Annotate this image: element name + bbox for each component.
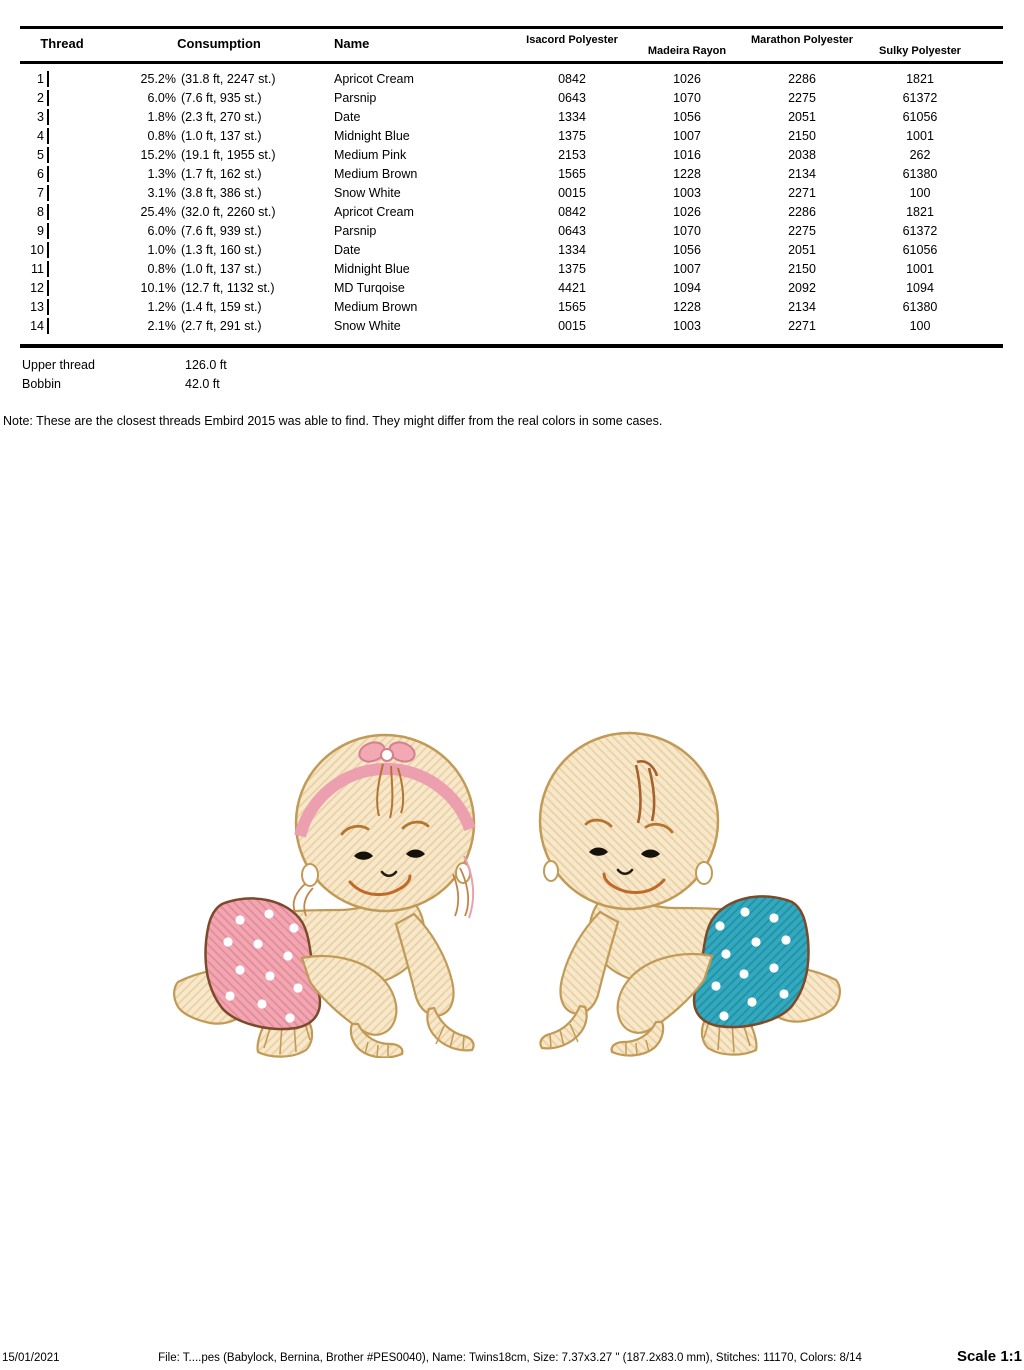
sulky-code: 100 bbox=[909, 319, 931, 333]
madeira-code: 1003 bbox=[673, 186, 701, 200]
isacord-code: 0015 bbox=[558, 186, 586, 200]
thread-name: Date bbox=[334, 110, 361, 124]
thread-number: 4 bbox=[37, 129, 44, 143]
isacord-code: 4421 bbox=[558, 281, 586, 295]
consumption-detail: (31.8 ft, 2247 st.) bbox=[181, 72, 276, 86]
thread-swatch-cell bbox=[46, 89, 104, 108]
thread-row bbox=[20, 165, 1003, 184]
madeira-code: 1228 bbox=[673, 300, 701, 314]
consumption-percent: 1.2% bbox=[147, 300, 176, 314]
thread-row bbox=[20, 241, 1003, 260]
thread-number: 9 bbox=[37, 224, 44, 238]
marathon-code: 2092 bbox=[788, 281, 816, 295]
consumption-detail: (19.1 ft, 1955 st.) bbox=[181, 148, 276, 162]
header-sulky: Sulky Polyester bbox=[879, 45, 961, 57]
isacord-code: 1334 bbox=[558, 110, 586, 124]
sulky-code: 61372 bbox=[902, 224, 938, 238]
sulky-code: 61056 bbox=[902, 243, 938, 257]
isacord-code: 1565 bbox=[558, 167, 586, 181]
madeira-code: 1007 bbox=[673, 129, 701, 143]
header-madeira: Madeira Rayon bbox=[647, 45, 727, 57]
thread-consumption bbox=[104, 108, 334, 127]
marathon-code: 2275 bbox=[788, 224, 816, 238]
thread-number: 3 bbox=[37, 110, 44, 124]
marathon-code: 2150 bbox=[788, 129, 816, 143]
marathon-code: 2286 bbox=[788, 72, 816, 86]
scale-label: Scale 1:1 bbox=[956, 1348, 1022, 1365]
consumption-percent: 1.8% bbox=[147, 110, 176, 124]
thread-swatch-cell bbox=[46, 279, 104, 298]
consumption-detail: (1.0 ft, 137 st.) bbox=[181, 129, 262, 143]
thread-name: Midnight Blue bbox=[334, 129, 410, 143]
thread-number: 12 bbox=[30, 281, 44, 295]
consumption-detail: (12.7 ft, 1132 st.) bbox=[181, 281, 275, 295]
thread-consumption bbox=[104, 165, 334, 184]
isacord-code: 1334 bbox=[558, 243, 586, 257]
thread-number: 10 bbox=[30, 243, 44, 257]
baby-girl-graphic bbox=[174, 735, 474, 1057]
thread-consumption bbox=[104, 127, 334, 146]
thread-row bbox=[20, 146, 1003, 165]
consumption-percent: 0.8% bbox=[147, 262, 176, 276]
thread-swatch-cell bbox=[46, 70, 104, 89]
marathon-code: 2051 bbox=[788, 243, 816, 257]
thread-row bbox=[20, 127, 1003, 146]
marathon-code: 2271 bbox=[788, 319, 816, 333]
thread-swatch-cell bbox=[46, 184, 104, 203]
thread-row bbox=[20, 70, 1003, 89]
thread-number: 6 bbox=[37, 167, 44, 181]
thread-number: 5 bbox=[37, 148, 44, 162]
madeira-code: 1094 bbox=[673, 281, 701, 295]
isacord-code: 1565 bbox=[558, 300, 586, 314]
consumption-detail: (32.0 ft, 2260 st.) bbox=[181, 205, 276, 219]
marathon-code: 2271 bbox=[788, 186, 816, 200]
isacord-code: 0842 bbox=[558, 205, 586, 219]
thread-number: 11 bbox=[31, 262, 44, 276]
marathon-code: 2275 bbox=[788, 91, 816, 105]
marathon-code: 2150 bbox=[788, 262, 816, 276]
thread-consumption bbox=[104, 279, 334, 298]
thread-name: MD Turqoise bbox=[334, 281, 405, 295]
thread-name: Parsnip bbox=[334, 224, 377, 238]
consumption-percent: 1.0% bbox=[147, 243, 176, 257]
isacord-code: 1375 bbox=[558, 129, 586, 143]
thread-name: Midnight Blue bbox=[334, 262, 410, 276]
thread-consumption bbox=[104, 203, 334, 222]
madeira-code: 1228 bbox=[673, 167, 701, 181]
madeira-code: 1056 bbox=[673, 110, 701, 124]
thread-swatch-cell bbox=[46, 260, 104, 279]
consumption-percent: 6.0% bbox=[147, 224, 176, 238]
thread-row bbox=[20, 260, 1003, 279]
thread-swatch-cell bbox=[46, 127, 104, 146]
thread-color-swatch bbox=[47, 242, 49, 258]
consumption-percent: 2.1% bbox=[147, 319, 176, 333]
consumption-percent: 25.2% bbox=[140, 72, 176, 86]
thread-row bbox=[20, 203, 1003, 222]
bobbin-label: Bobbin bbox=[22, 377, 61, 391]
madeira-code: 1070 bbox=[673, 224, 701, 238]
thread-color-swatch bbox=[47, 71, 49, 87]
consumption-detail: (1.0 ft, 137 st.) bbox=[181, 262, 262, 276]
thread-consumption bbox=[104, 260, 334, 279]
thread-color-swatch bbox=[47, 90, 49, 106]
thread-color-swatch bbox=[47, 318, 49, 334]
consumption-percent: 6.0% bbox=[147, 91, 176, 105]
baby-boy-graphic bbox=[540, 733, 840, 1055]
thread-row bbox=[20, 108, 1003, 127]
thread-consumption bbox=[104, 70, 334, 89]
consumption-detail: (2.3 ft, 270 st.) bbox=[181, 110, 262, 124]
thread-name: Medium Pink bbox=[334, 148, 407, 162]
isacord-code: 0643 bbox=[558, 91, 586, 105]
madeira-code: 1007 bbox=[673, 262, 701, 276]
thread-name: Parsnip bbox=[334, 91, 377, 105]
header-consumption: Consumption bbox=[177, 36, 261, 51]
madeira-code: 1003 bbox=[673, 319, 701, 333]
thread-table-body bbox=[20, 64, 1003, 344]
thread-color-swatch bbox=[47, 204, 49, 220]
isacord-code: 0643 bbox=[558, 224, 586, 238]
thread-swatch-cell bbox=[46, 203, 104, 222]
madeira-code: 1056 bbox=[673, 243, 701, 257]
table-header bbox=[20, 29, 1003, 61]
file-info: File: T....pes (Babylock, Bernina, Brother #PES0040), Name: Twins18cm, Size: 7.37x3.27 " (187.2x83.0 mm), Stitches: 11170, Colors: 8/14 bbox=[158, 1352, 862, 1364]
consumption-percent: 10.1% bbox=[140, 281, 176, 295]
bobbin-value: 42.0 ft bbox=[185, 377, 220, 391]
consumption-percent: 0.8% bbox=[147, 129, 176, 143]
marathon-code: 2134 bbox=[788, 300, 816, 314]
consumption-detail: (1.4 ft, 159 st.) bbox=[181, 300, 262, 314]
sulky-code: 100 bbox=[909, 186, 931, 200]
thread-row bbox=[20, 317, 1003, 336]
thread-color-swatch bbox=[47, 280, 49, 296]
consumption-percent: 3.1% bbox=[147, 186, 176, 200]
threads-note: Note: These are the closest threads Embird 2015 was able to find. They might differ from the real colors in some cases. bbox=[3, 414, 663, 428]
thread-number: 8 bbox=[37, 205, 44, 219]
isacord-code: 2153 bbox=[558, 148, 586, 162]
sulky-code: 1094 bbox=[906, 281, 934, 295]
consumption-detail: (1.3 ft, 160 st.) bbox=[181, 243, 262, 257]
thread-swatch-cell bbox=[46, 222, 104, 241]
consumption-detail: (3.8 ft, 386 st.) bbox=[181, 186, 262, 200]
thread-color-swatch bbox=[47, 109, 49, 125]
consumption-percent: 1.3% bbox=[147, 167, 176, 181]
thread-consumption bbox=[104, 222, 334, 241]
thread-color-swatch bbox=[47, 261, 49, 277]
marathon-code: 2134 bbox=[788, 167, 816, 181]
upper-thread-row bbox=[22, 356, 227, 375]
print-date: 15/01/2021 bbox=[2, 1352, 60, 1364]
thread-consumption bbox=[104, 298, 334, 317]
thread-color-swatch bbox=[47, 128, 49, 144]
madeira-code: 1016 bbox=[673, 148, 701, 162]
consumption-detail: (7.6 ft, 935 st.) bbox=[181, 91, 262, 105]
consumption-percent: 15.2% bbox=[140, 148, 176, 162]
sulky-code: 61372 bbox=[902, 91, 938, 105]
header-isacord: Isacord Polyester bbox=[526, 34, 618, 46]
thread-name: Date bbox=[334, 243, 361, 257]
thread-number: 13 bbox=[30, 300, 44, 314]
sulky-code: 1821 bbox=[906, 72, 934, 86]
thread-name: Snow White bbox=[334, 319, 401, 333]
header-name: Name bbox=[334, 36, 370, 51]
thread-swatch-cell bbox=[46, 241, 104, 260]
thread-name: Snow White bbox=[334, 186, 401, 200]
twins-embroidery-design bbox=[140, 718, 900, 1058]
thread-name: Apricot Cream bbox=[334, 72, 414, 86]
sulky-code: 1821 bbox=[906, 205, 934, 219]
thread-consumption bbox=[104, 241, 334, 260]
thread-row bbox=[20, 279, 1003, 298]
sulky-code: 61380 bbox=[902, 167, 938, 181]
upper-thread-label: Upper thread bbox=[22, 358, 95, 372]
page-footer bbox=[0, 1346, 1024, 1368]
thread-number: 1 bbox=[37, 72, 44, 86]
thread-color-swatch bbox=[47, 299, 49, 315]
sulky-code: 61380 bbox=[902, 300, 938, 314]
thread-row bbox=[20, 222, 1003, 241]
thread-row bbox=[20, 298, 1003, 317]
thread-color-swatch bbox=[47, 166, 49, 182]
thread-summary bbox=[22, 356, 227, 394]
consumption-detail: (1.7 ft, 162 st.) bbox=[181, 167, 262, 181]
madeira-code: 1026 bbox=[673, 205, 701, 219]
header-marathon: Marathon Polyester bbox=[750, 34, 854, 46]
thread-swatch-cell bbox=[46, 108, 104, 127]
bobbin-row bbox=[22, 375, 227, 394]
thread-row bbox=[20, 89, 1003, 108]
consumption-detail: (7.6 ft, 939 st.) bbox=[181, 224, 262, 238]
thread-name: Medium Brown bbox=[334, 167, 418, 181]
thread-swatch-cell bbox=[46, 317, 104, 336]
sulky-code: 262 bbox=[909, 148, 931, 162]
thread-name: Apricot Cream bbox=[334, 205, 414, 219]
isacord-code: 0842 bbox=[558, 72, 586, 86]
thread-color-swatch bbox=[47, 147, 49, 163]
thread-number: 14 bbox=[30, 319, 44, 333]
thread-swatch-cell bbox=[46, 165, 104, 184]
marathon-code: 2051 bbox=[788, 110, 816, 124]
isacord-code: 1375 bbox=[558, 262, 586, 276]
thread-swatch-cell bbox=[46, 146, 104, 165]
thread-color-swatch bbox=[47, 223, 49, 239]
thread-consumption bbox=[104, 89, 334, 108]
thread-row bbox=[20, 184, 1003, 203]
thread-consumption bbox=[104, 146, 334, 165]
table-bottom-rule bbox=[20, 344, 1003, 348]
thread-swatch-cell bbox=[46, 298, 104, 317]
thread-consumption bbox=[104, 317, 334, 336]
isacord-code: 0015 bbox=[558, 319, 586, 333]
thread-name: Medium Brown bbox=[334, 300, 418, 314]
thread-color-swatch bbox=[47, 185, 49, 201]
marathon-code: 2038 bbox=[788, 148, 816, 162]
marathon-code: 2286 bbox=[788, 205, 816, 219]
consumption-percent: 25.4% bbox=[140, 205, 176, 219]
sulky-code: 1001 bbox=[906, 262, 934, 276]
sulky-code: 61056 bbox=[902, 110, 938, 124]
thread-consumption-table bbox=[20, 26, 1003, 348]
upper-thread-value: 126.0 ft bbox=[185, 358, 227, 372]
sulky-code: 1001 bbox=[906, 129, 934, 143]
madeira-code: 1070 bbox=[673, 91, 701, 105]
madeira-code: 1026 bbox=[673, 72, 701, 86]
thread-number: 7 bbox=[37, 186, 44, 200]
thread-consumption bbox=[104, 184, 334, 203]
thread-number: 2 bbox=[37, 91, 44, 105]
consumption-detail: (2.7 ft, 291 st.) bbox=[181, 319, 262, 333]
header-thread: Thread bbox=[40, 36, 84, 51]
